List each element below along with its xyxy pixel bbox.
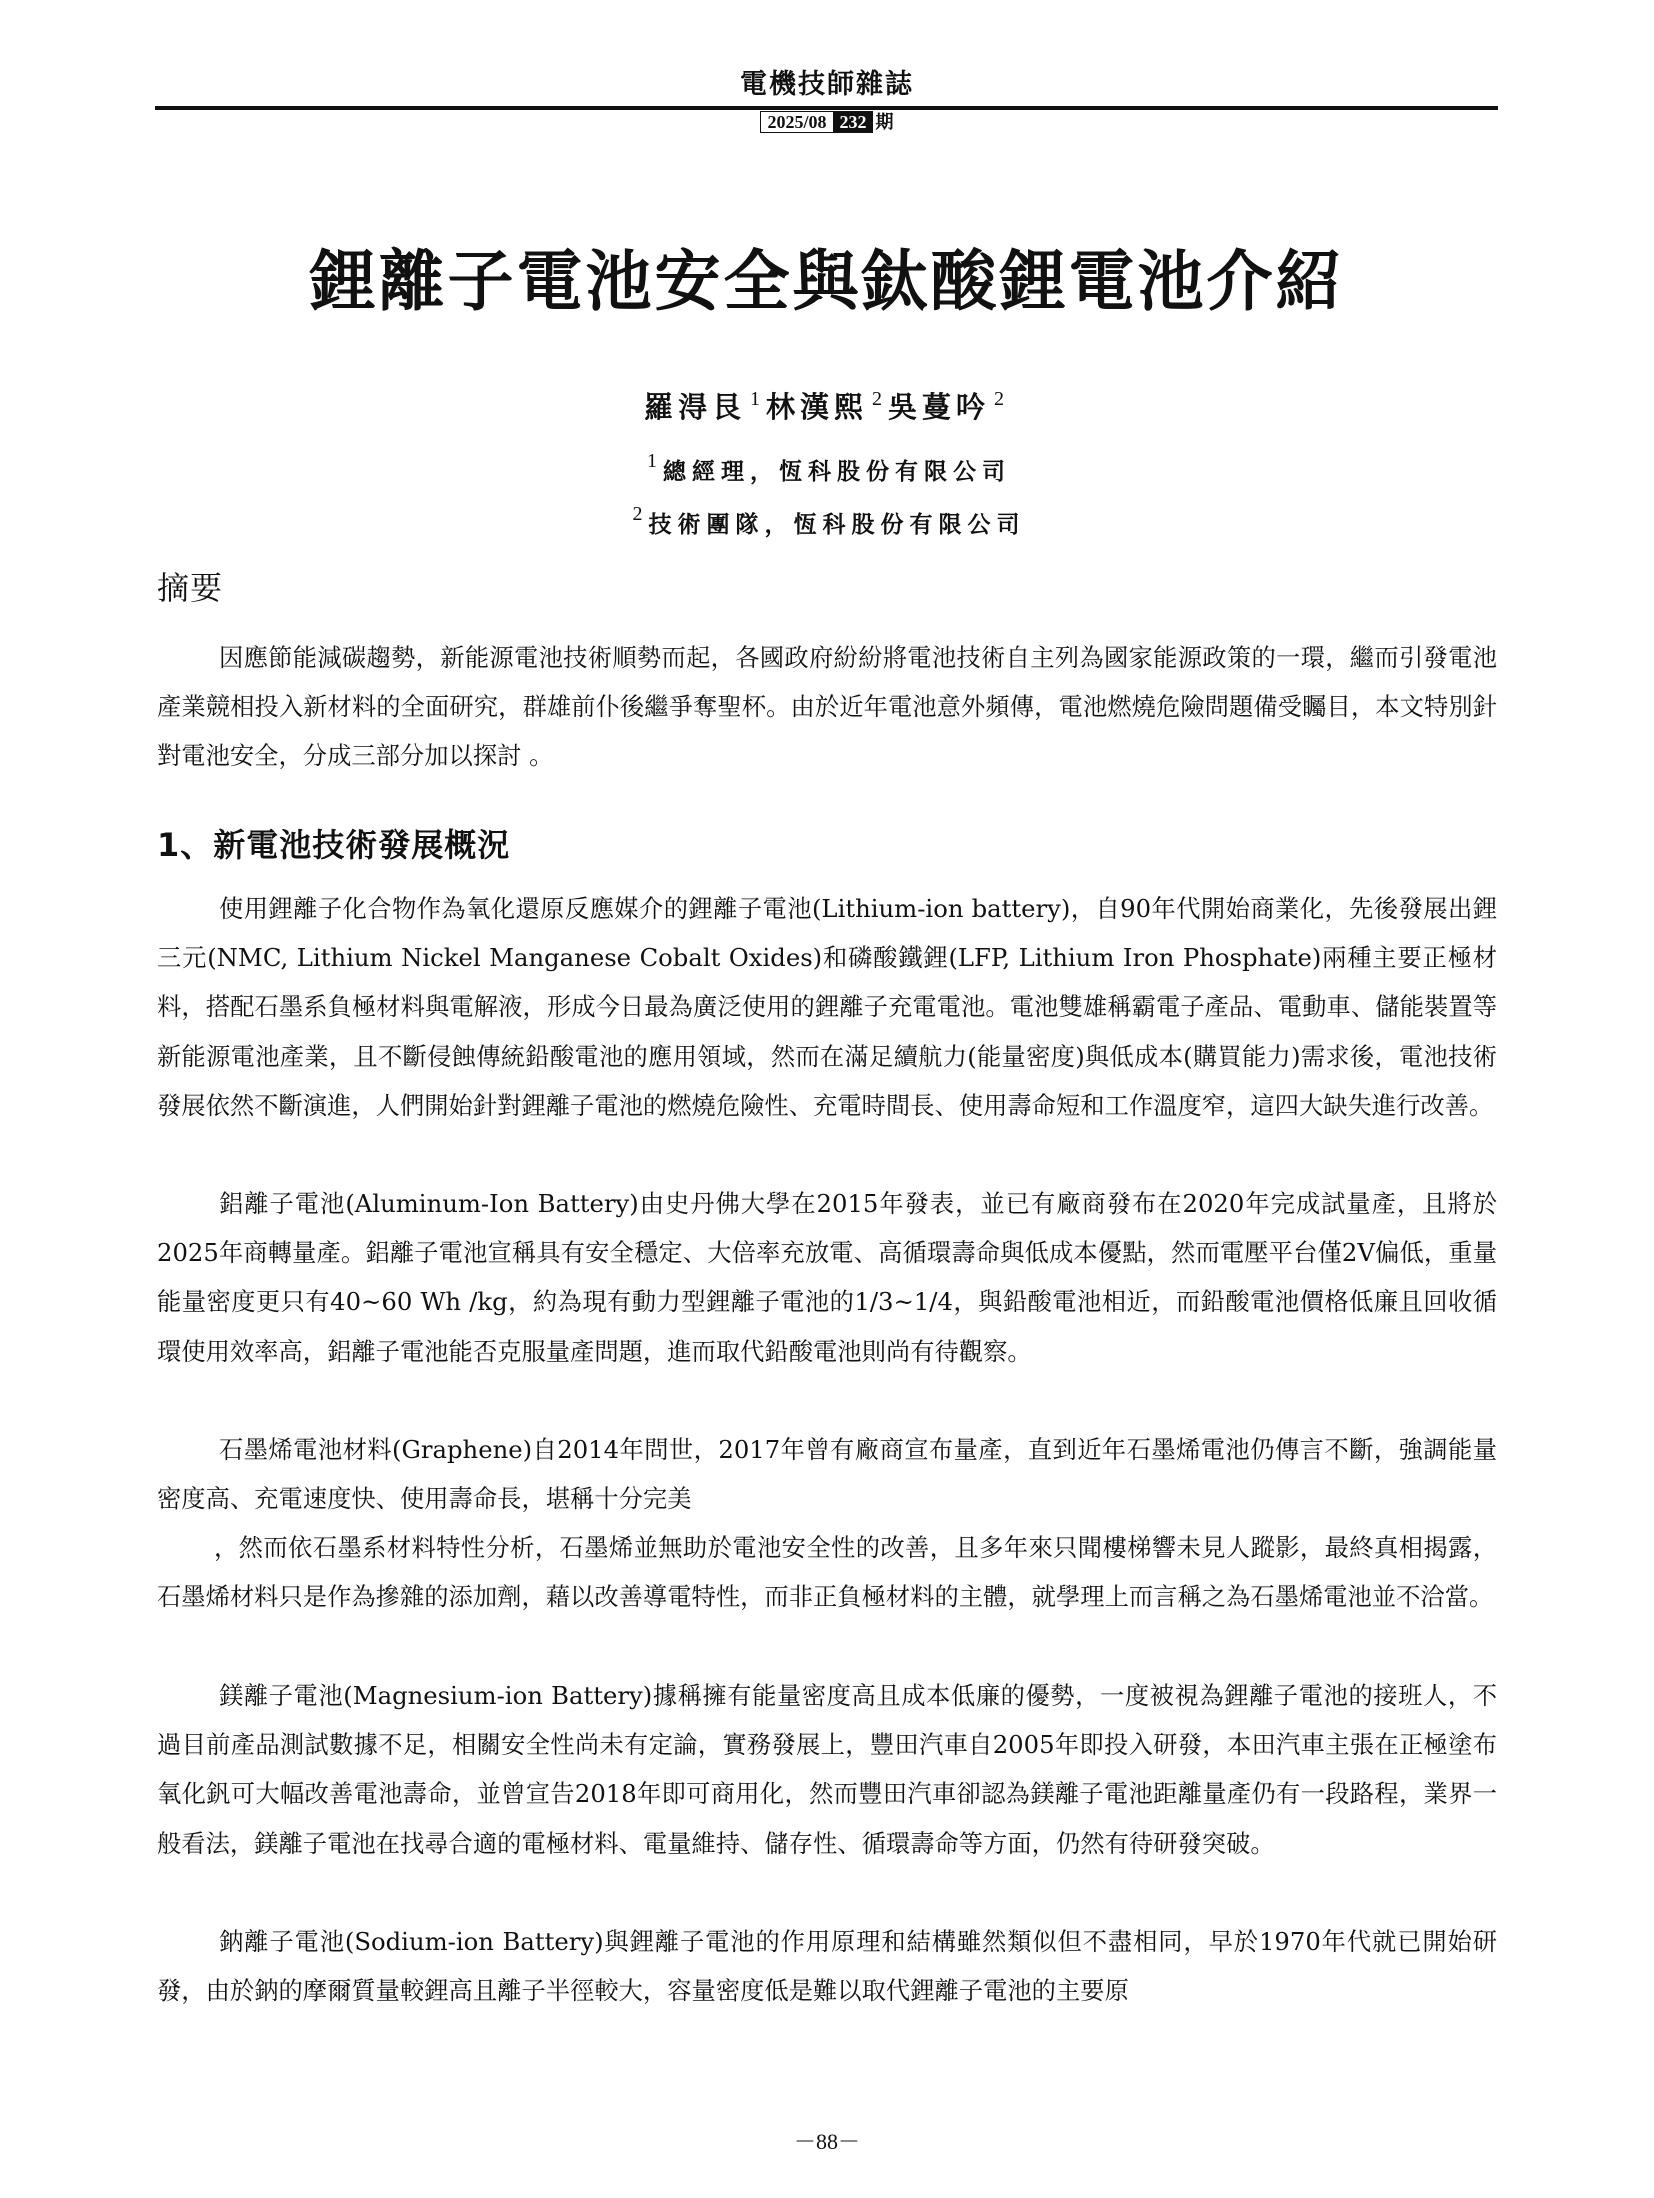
body-paragraph: 鎂離子電池(Magnesium-ion Battery)據稱擁有能量密度高且成本低廉的優勢，一度被視為鋰離子電池的接班人，不過目前產品測試數據不足，相關安全性尚未有定論，實務發展上，豐田汽車自2005年即投入研發，本田汽車主張在正極塗布氧化釩可大幅改善電池壽命，並曾宣告2018年即可商用化，然而豐田汽車卻認為鎂離子電池距離量產仍有一段路程，業界一般看法，鎂離子電池在找尋合適的電極材料、電量維持、儲存性、循環壽命等方面，仍然有待研發突破。	[157, 1681, 1497, 1858]
body-paragraph: 使用鋰離子化合物作為氧化還原反應媒介的鋰離子電池(Lithium-ion battery)，自90年代開始商業化，先後發展出鋰三元(NMC, Lithium Nickel Manganese Cobalt Oxides)和磷酸鐵鋰(LFP, Lithium Iron Phosphate)兩種主要正極材料，搭配石墨系負極材料與電解液，形成今日最為廣泛使用的鋰離子充電電池。電池雙雄稱霸電子產品、電動車、儲能裝置等新能源電池產業，且不斷侵蝕傳統鉛酸電池的應用領域，然而在滿足續航力(能量密度)與低成本(購買能力)需求後，電池技術發展依然不斷演進，人們開始針對鋰離子電池的燃燒危險性、充電時間長、使用壽命短和工作溫度窄，這四大缺失進行改善。	[157, 894, 1497, 1120]
body-paragraph: 石墨烯電池材料(Graphene)自2014年問世，2017年曾有廠商宣布量產，直到近年石墨烯電池仍傳言不斷，強調能量密度高、充電速度快、使用壽命長，堪稱十分完美	[157, 1435, 1497, 1514]
article-title: 鋰離子電池安全與鈦酸鋰電池介紹	[309, 242, 1345, 320]
author-affiliation-mark: 2	[994, 388, 1005, 410]
issue-number: 232	[834, 111, 873, 133]
affiliation-line	[0, 450, 1654, 486]
issue-suffix: 期	[875, 112, 894, 132]
affiliation-text: 技術團隊，恆科股份有限公司	[648, 512, 1026, 538]
body-paragraph: ，然而依石墨系材料特性分析，石墨烯並無助於電池安全性的改善，且多年來只聞樓梯響未見人蹤影，最終真相揭露，石墨烯材料只是作為摻雜的添加劑，藉以改善導電特性，而非正負極材料的主體，就學理上而言稱之為石墨烯電池並不洽當。	[157, 1533, 1497, 1612]
body-paragraph: 鈉離子電池(Sodium-ion Battery)與鋰離子電池的作用原理和結構雖然類似但不盡相同，早於1970年代就已開始研發，由於鈉的摩爾質量較鋰高且離子半徑較大，容量密度低是難以取代鋰離子電池的主要原	[157, 1927, 1497, 2006]
author-name: 吳蔓吟	[888, 390, 991, 424]
affiliation-mark: 1	[647, 450, 657, 472]
author-affiliation-mark: 2	[872, 388, 882, 410]
abstract-paragraph: 因應節能減碳趨勢，新能源電池技術順勢而起，各國政府紛紛將電池技術自主列為國家能源政策的一環，繼而引發電池產業競相投入新材料的全面研究，群雄前仆後繼爭奪聖杯。由於近年電池意外頻傳，電池燃燒危險問題備受矚目，本文特別針對電池安全，分成三部分加以探討 。	[157, 643, 1497, 771]
author-name: 林漢熙	[765, 390, 868, 424]
issue-label	[0, 111, 1654, 133]
author-affiliation-mark: 1	[749, 388, 760, 410]
journal-title: 電機技師雜誌	[740, 69, 914, 100]
header-rule	[155, 106, 1498, 110]
section-heading: 1、新電池技術發展概況	[157, 826, 511, 864]
author-name: 羅淂艮	[643, 390, 746, 424]
affiliation-line	[0, 503, 1654, 539]
author-list	[0, 385, 1654, 426]
abstract-heading: 摘要	[157, 569, 224, 607]
affiliation-mark: 2	[632, 503, 643, 525]
page-number: －88－	[793, 2129, 860, 2154]
affiliation-text: 總經理，恆科股份有限公司	[663, 459, 1011, 485]
body-paragraph: 鋁離子電池(Aluminum-Ion Battery)由史丹佛大學在2015年發表，並已有廠商發布在2020年完成試量產，且將於2025年商轉量產。鋁離子電池宣稱具有安全穩定、大倍率充放電、高循環壽命與低成本優點，然而電壓平台僅2V偏低，重量能量密度更只有40~60 Wh /kg，約為現有動力型鋰離子電池的1/3~1/4，與鉛酸電池相近，而鉛酸電池價格低廉且回收循環使用效率高，鋁離子電池能否克服量產問題，進而取代鉛酸電池則尚有待觀察。	[157, 1189, 1497, 1366]
issue-date: 2025/08	[760, 111, 833, 133]
